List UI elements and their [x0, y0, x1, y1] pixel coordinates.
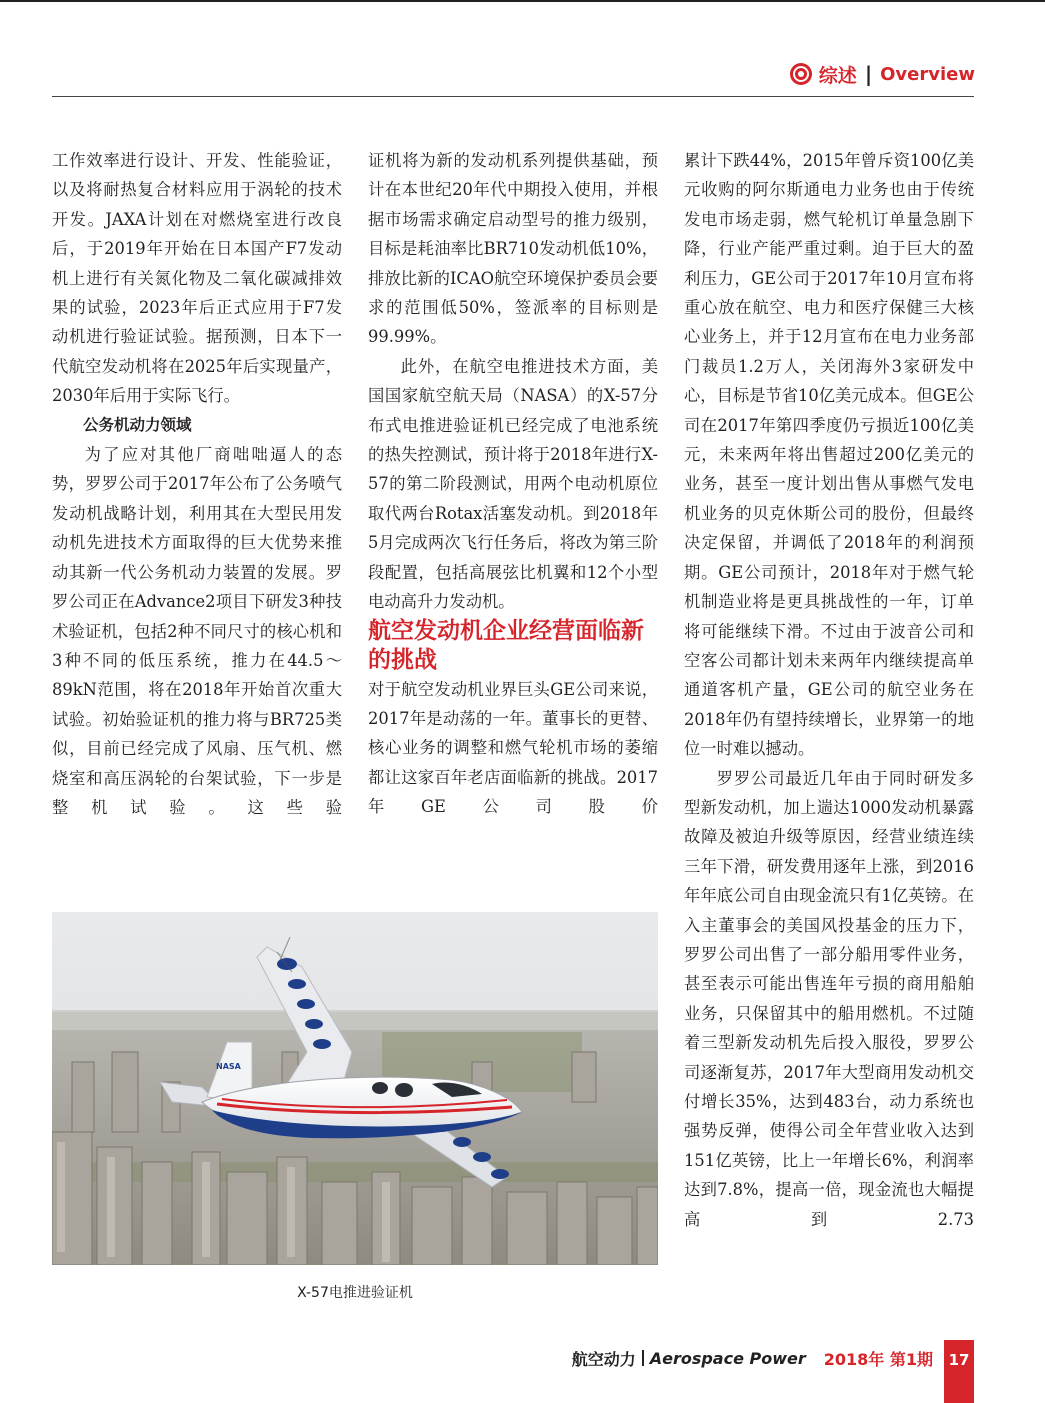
tail-nasa-text: NASA [216, 1062, 241, 1071]
sun-emblem-icon [789, 62, 813, 86]
subheading: 公务机动力领域 [83, 415, 192, 434]
magazine-title-cn: 航空动力 [571, 1349, 636, 1369]
figure-caption: X-57电推进验证机 [297, 1285, 413, 1301]
page-footer [572, 1346, 933, 1370]
section-title: 航空发动机企业经营面临新的挑战 [368, 617, 644, 673]
paragraph: 为了应对其他厂商咄咄逼人的态势，罗罗公司于2017年公布了公务喷气发动机战略计划，利用其在大型民用发动机先进技术方面取得的巨大优势来推动其新一代公务机动力装置的发展。罗罗公司正在Advance2项目下研发3种技术验证机，包括2种不同尺寸的核心机和3种不同的低压系统，推力在44.5～89kN范围，将在2018年开始首次重大试验。初始验证机的推力将与BR725类似，目前已经完成了风扇、压气机、燃烧室和高压涡轮的台架试验，下一步是整机试验。这些验 [52, 445, 342, 817]
text-column-3 [684, 146, 974, 1234]
section-header [789, 60, 975, 88]
x57-aircraft-illustration [52, 912, 658, 1265]
header-separator: | [864, 62, 873, 86]
section-label-cn: 综述 [818, 64, 857, 87]
magazine-title-en: Aerospace Power [649, 1348, 806, 1368]
header-rule [52, 96, 974, 97]
paragraph: 工作效率进行设计、开发、性能验证，以及将耐热复合材料应用于涡轮的技术开发。JAXA计划在对燃烧室进行改良后，于2019年开始在日本国产F7发动机上进行有关氮化物及二氧化碳减排效果的试验，2023年后正式应用于F7发动机进行验证试验。据预测，日本下一代航空发动机将在2025年后实现量产，2030年后用于实际飞行。 [52, 151, 342, 406]
x57-photo [52, 912, 658, 1265]
paragraph: 此外，在航空电推进技术方面，美国国家航空航天局（NASA）的X-57分布式电推进验证机已经完成了电池系统的热失控测试，预计将于2018年进行X-57的第二阶段测试，用两个电动机原位取代两台Rotax活塞发动机。到2018年5月完成两次飞行任务后，将改为第三阶段配置，包括高展弦比机翼和12个小型电动高升力发动机。 [368, 356, 658, 612]
paragraph: 罗罗公司最近几年由于同时研发多型新发动机，加上遄达1000发动机暴露故障及被迫升级等原因，经营业绩连续三年下滑，研发费用逐年上涨，到2016年年底公司自由现金流只有1亿英镑。在入主董事会的美国风投基金的压力下，罗罗公司出售了一部分船用零件业务，甚至表示可能出售连年亏损的商用船舶业务，只保留其中的船用燃机。不过随着三型新发动机先后投入服役，罗罗公司逐渐复苏，2017年大型商用发动机交付增长35%，达到483台，动力系统也强势反弹，使得公司全年营业收入达到151亿英镑，比上一年增长6%，利润率达到7.8%，提高一倍，现金流也大幅提高到2.73 [684, 768, 974, 1229]
section-label-en: Overview [880, 63, 975, 85]
issue-label: 2018年 第1期 [823, 1349, 933, 1369]
page-number: 17 [944, 1340, 974, 1403]
text-column-1 [52, 146, 342, 822]
top-border [0, 0, 1045, 2]
paragraph: 对于航空发动机业界巨头GE公司来说，2017年是动荡的一年。董事长的更替、核心业务的调整和燃气轮机市场的萎缩都让这家百年老店面临新的挑战。2017年GE公司股价 [368, 679, 658, 817]
paragraph: 累计下跌44%，2015年曾斥资100亿美元收购的阿尔斯通电力业务也由于传统发电市场走弱，燃气轮机订单量急剧下降，行业产能严重过剩。迫于巨大的盈利压力，GE公司于2017年10月宣布将重心放在航空、电力和医疗保健三大核心业务上，并于12月宣布在电力业务部门裁员1.2万人，关闭海外3家研发中心，目标是节省10亿美元成本。但GE公司在2017年第四季度仍亏损近100亿美元，未来两年将出售超过200亿美元的业务，甚至一度计划出售从事燃气发电机业务的贝克休斯公司的股份，但最终决定保留，并调低了2018年的利润预期。GE公司预计，2018年对于燃气轮机制造业将是更具挑战性的一年，订单将可能继续下滑。不过由于波音公司和空客公司都计划未来两年内继续提高单通道客机产量，GE公司的航空业务在2018年仍有望持续增长，业界第一的地位一时难以撼动。 [684, 151, 974, 759]
text-column-2 [368, 146, 658, 822]
footer-separator [642, 1350, 644, 1366]
paragraph: 证机将为新的发动机系列提供基础，预计在本世纪20年代中期投入使用，并根据市场需求确定启动型号的推力级别，目标是耗油率比BR710发动机低10%，排放比新的ICAO航空环境保护委员会要求的范围低50%，签派率的目标则是99.99%。 [368, 151, 658, 347]
